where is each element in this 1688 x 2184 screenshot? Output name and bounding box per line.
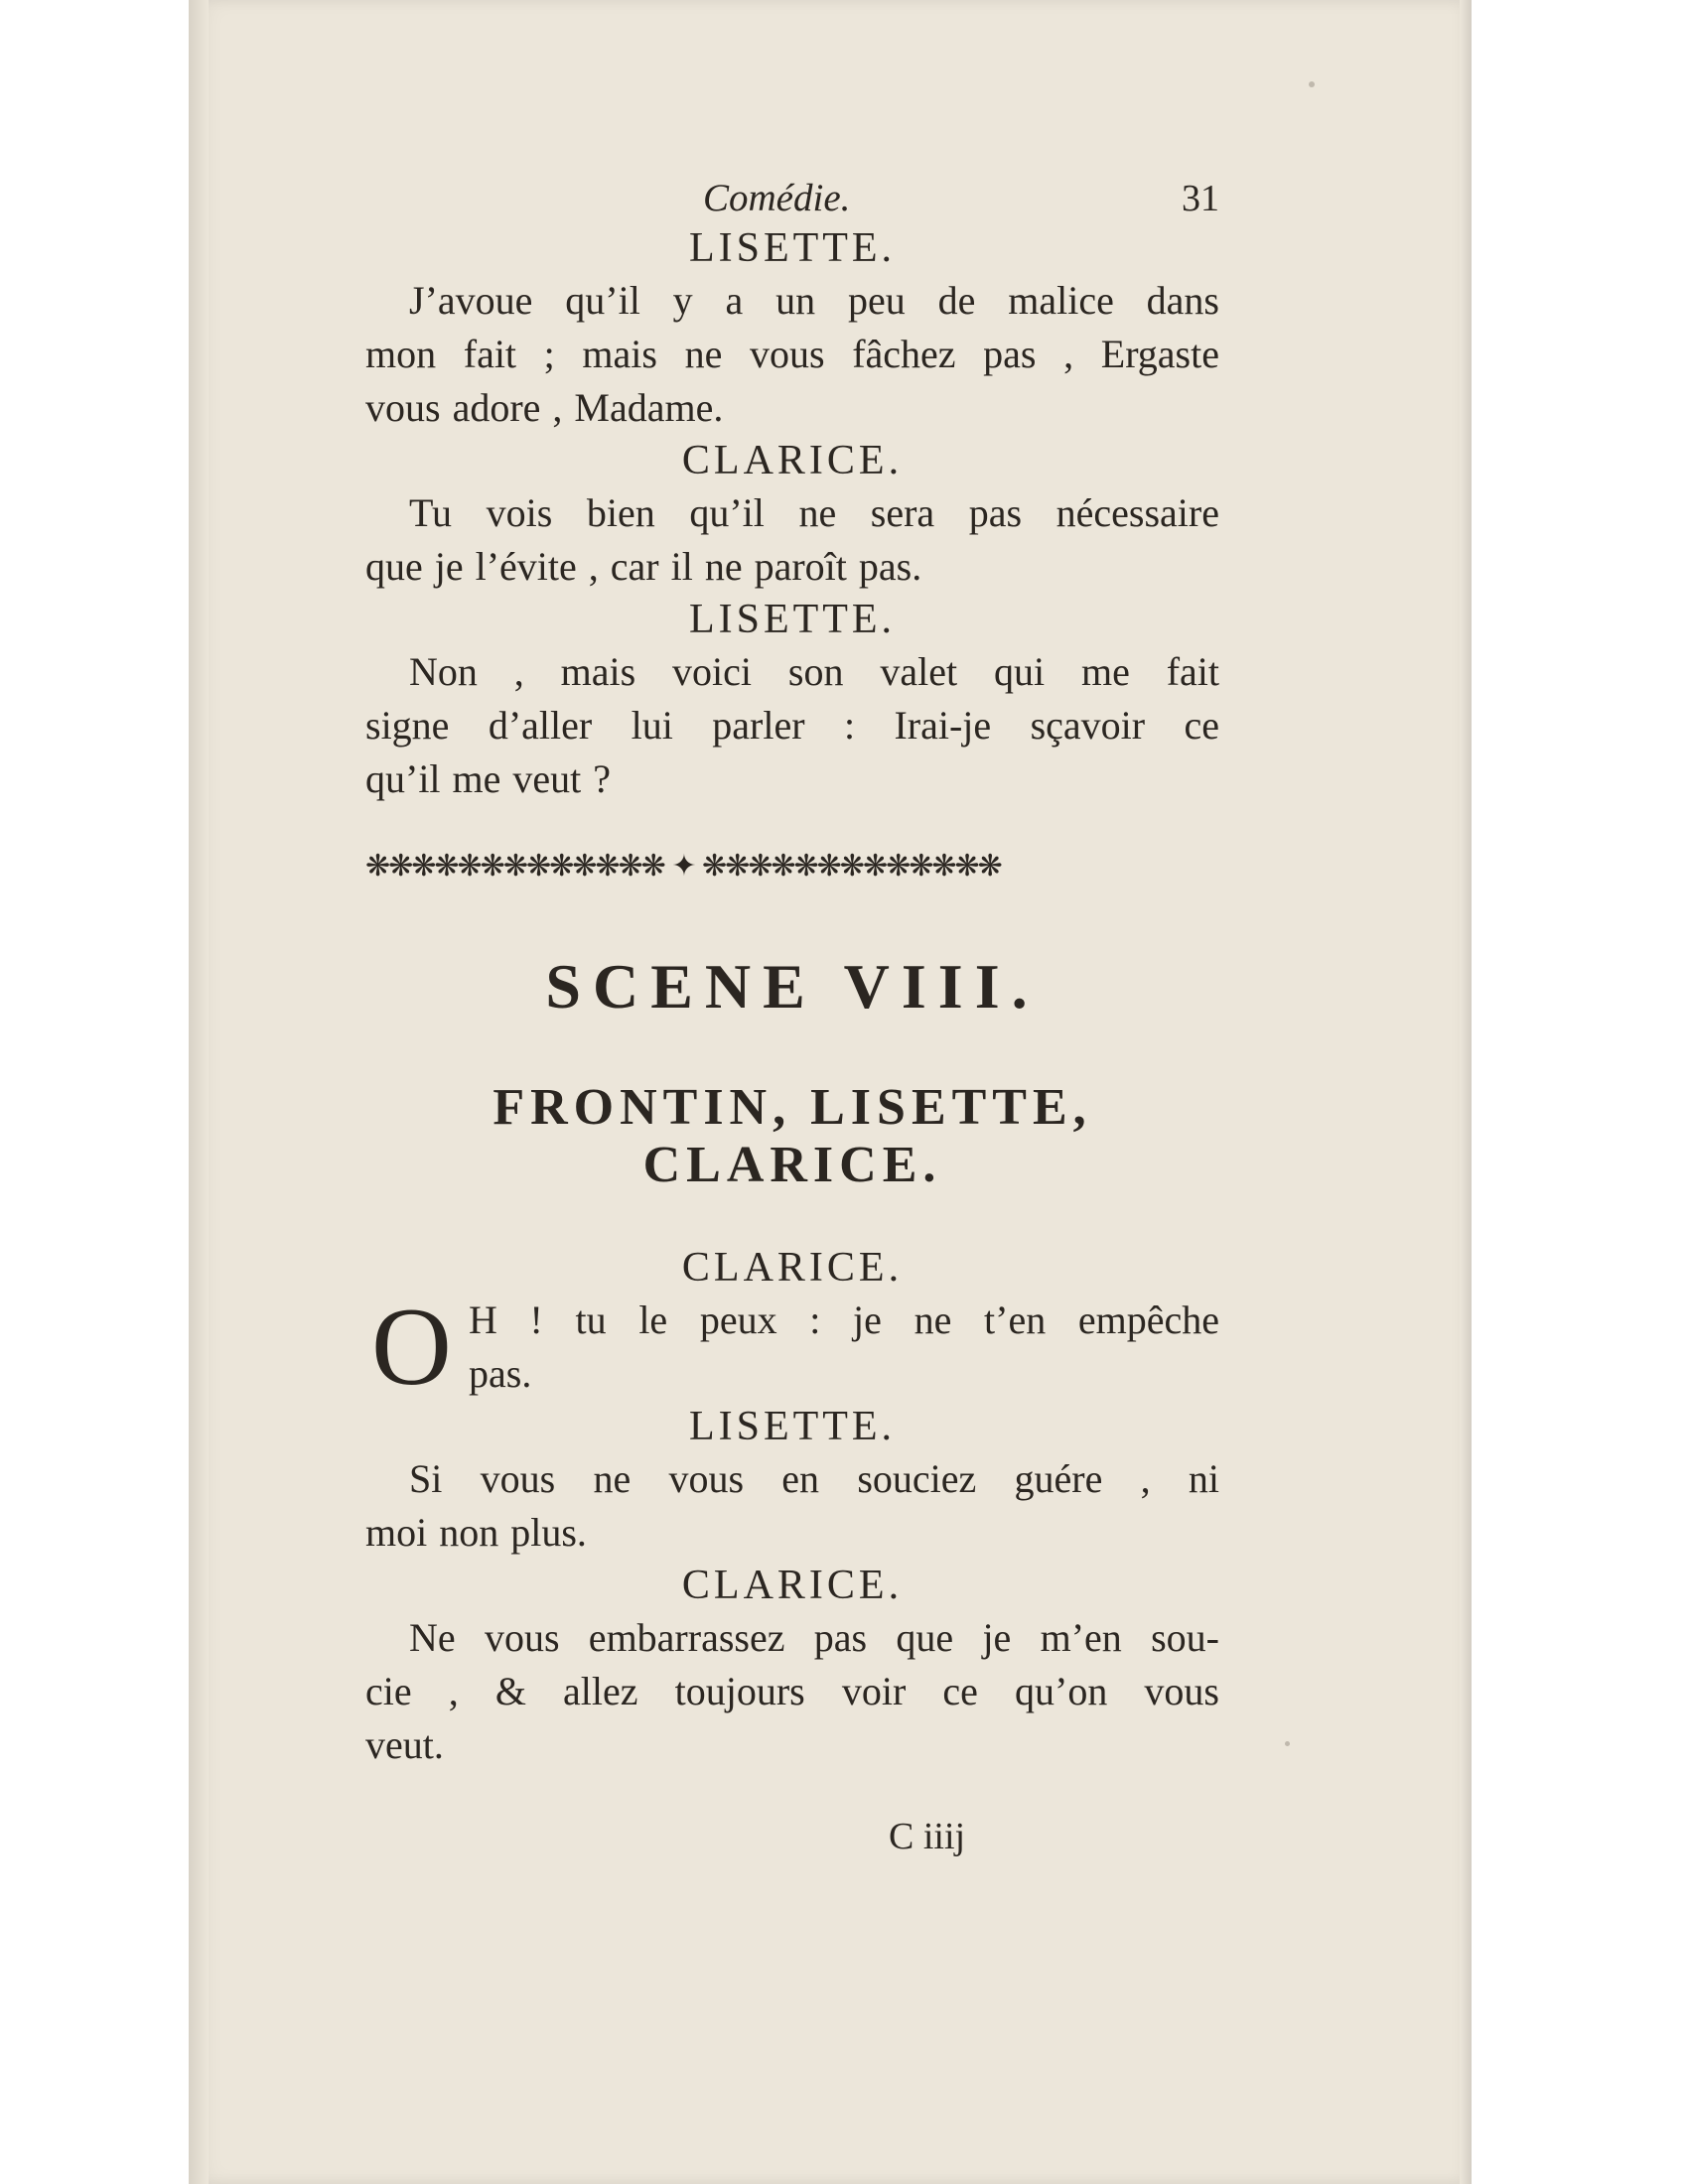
text-line: pas. bbox=[469, 1351, 532, 1396]
page-edge bbox=[1460, 0, 1472, 2184]
paper-spot bbox=[1309, 81, 1315, 87]
text-line: que je l’évite , car il ne paroît pas. bbox=[365, 544, 922, 589]
text-line: Si vous ne vous en souciez guére , ni bbox=[409, 1456, 1219, 1501]
text-line: signe d’aller lui parler : Irai-je sçavoir ce bbox=[365, 703, 1219, 748]
text-line: moi non plus. bbox=[365, 1510, 587, 1555]
cast-line: CLARICE. bbox=[642, 1137, 942, 1193]
dropcap-paragraph bbox=[365, 1286, 1219, 1409]
text-line: qu’il me veut ? bbox=[365, 756, 612, 801]
text-line: veut. bbox=[365, 1722, 444, 1767]
cast-list bbox=[365, 1079, 1219, 1194]
speaker-name: CLARICE. bbox=[681, 1245, 904, 1291]
cast-line: FRONTIN, LISETTE, bbox=[492, 1079, 1092, 1136]
speaker-name: LISETTE. bbox=[688, 597, 897, 642]
speaker-name: LISETTE. bbox=[688, 1404, 897, 1449]
running-title: Comédie. bbox=[703, 177, 851, 219]
signature-mark: C iiij bbox=[889, 1816, 966, 1857]
text-line: Ne vous embarrassez pas que je m’en sou- bbox=[409, 1615, 1219, 1660]
speaker-name: CLARICE. bbox=[681, 438, 904, 483]
text-line: mon fait ; mais ne vous fâchez pas , Ergaste bbox=[365, 332, 1219, 376]
speaker-name: LISETTE. bbox=[688, 225, 897, 271]
scene-title: SCENE VIII. bbox=[545, 951, 1040, 1022]
text-line: Non , mais voici son valet qui me fait bbox=[409, 649, 1219, 694]
spacer bbox=[365, 1194, 1219, 1242]
page-gutter bbox=[189, 0, 209, 2184]
page-text bbox=[365, 175, 1219, 1772]
page-number: 31 bbox=[1182, 178, 1219, 219]
running-head bbox=[365, 175, 1219, 222]
text-line: cie , & allez toujours voir ce qu’on vous bbox=[365, 1669, 1219, 1713]
dropcap-letter: O bbox=[371, 1286, 452, 1409]
speaker-name: CLARICE. bbox=[681, 1563, 904, 1608]
paper-spot bbox=[1285, 1741, 1290, 1746]
text-line: J’avoue qu’il y a un peu de malice dans bbox=[409, 278, 1219, 323]
text-line: vous adore , Madame. bbox=[365, 385, 724, 430]
text-line: Tu vois bien qu’il ne sera pas nécessaire bbox=[409, 490, 1219, 535]
ornamental-rule: ❋❋❋❋❋❋❋❋❋❋❋❋❋ ✦ ❋❋❋❋❋❋❋❋❋❋❋❋❋ bbox=[365, 848, 1001, 884]
text-line: H ! tu le peux : je ne t’en empêche bbox=[469, 1297, 1219, 1342]
